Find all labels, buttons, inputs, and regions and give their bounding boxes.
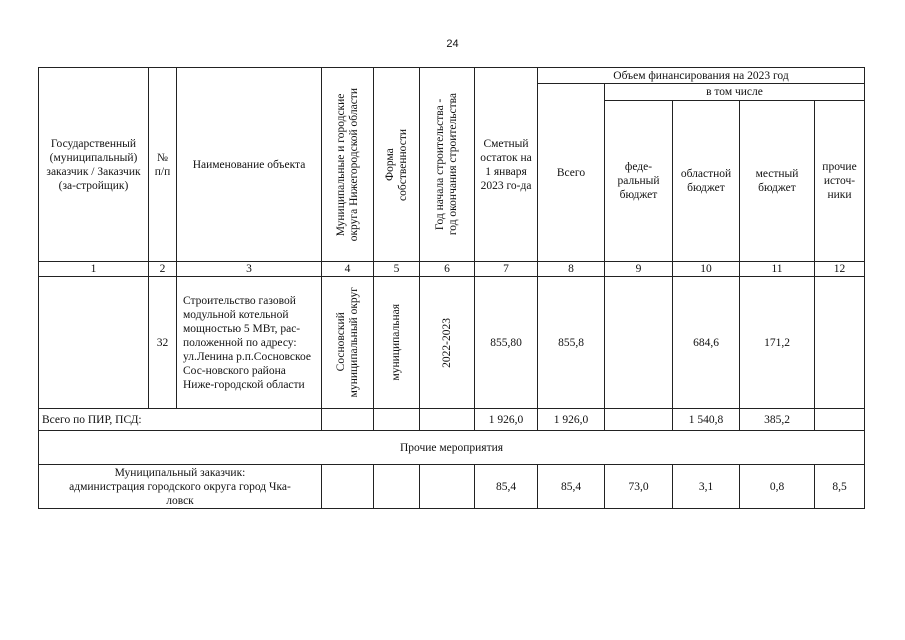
column-number: 6 xyxy=(420,262,475,277)
total-total: 1 926,0 xyxy=(538,409,605,431)
row-federal xyxy=(605,277,673,409)
header-municipal-district: Муниципальные и городские округа Нижегородской области xyxy=(322,68,374,262)
column-number: 11 xyxy=(740,262,815,277)
total-regional: 1 540,8 xyxy=(673,409,740,431)
page-number: 24 xyxy=(446,38,459,50)
row-total: 855,8 xyxy=(538,277,605,409)
column-number: 7 xyxy=(475,262,538,277)
row-federal: 73,0 xyxy=(605,465,673,509)
column-number: 1 xyxy=(39,262,149,277)
column-number: 8 xyxy=(538,262,605,277)
row-customer-name: Муниципальный заказчик: администрация городского округа город Чка- ловск xyxy=(39,465,322,509)
row-municipal-district: Сосновский муниципальный округ xyxy=(322,277,374,409)
row-local: 171,2 xyxy=(740,277,815,409)
row-local: 0,8 xyxy=(740,465,815,509)
header-other: прочие источ-ники xyxy=(815,101,865,262)
row-object-name: Строительство газовой модульной котельной мощностью 5 МВт, рас-положенной по адресу: ул.Ленина р.п.Сосновское Сос-новского района Ниже-городской области xyxy=(177,277,322,409)
row-total: 85,4 xyxy=(538,465,605,509)
table-row xyxy=(39,277,865,409)
column-number-row xyxy=(39,262,865,277)
section-title: Прочие мероприятия xyxy=(39,431,865,465)
row-regional: 3,1 xyxy=(673,465,740,509)
table-row xyxy=(39,465,865,509)
column-number: 4 xyxy=(322,262,374,277)
header-regional: областной бюджет xyxy=(673,101,740,262)
row-estimate-balance: 855,80 xyxy=(475,277,538,409)
column-number: 3 xyxy=(177,262,322,277)
financing-table xyxy=(38,67,865,509)
total-local: 385,2 xyxy=(740,409,815,431)
column-number: 10 xyxy=(673,262,740,277)
total-pir-row xyxy=(39,409,865,431)
header-local: местный бюджет xyxy=(740,101,815,262)
total-estimate-balance: 1 926,0 xyxy=(475,409,538,431)
row-ownership-form: муниципальная xyxy=(374,277,420,409)
header-construction-years: Год начала строительства - год окончания строительства xyxy=(420,68,475,262)
header-object-name: Наименование объекта xyxy=(177,68,322,262)
row-customer xyxy=(39,277,149,409)
row-estimate-balance: 85,4 xyxy=(475,465,538,509)
header-estimate-balance: Сметный остаток на 1 января 2023 го-да xyxy=(475,68,538,262)
row-regional: 684,6 xyxy=(673,277,740,409)
header-funding-volume: Объем финансирования на 2023 год xyxy=(538,68,865,84)
total-pir-label: Всего по ПИР, ПСД: xyxy=(39,409,322,431)
header-including: в том числе xyxy=(605,84,865,101)
column-number: 9 xyxy=(605,262,673,277)
column-number: 12 xyxy=(815,262,865,277)
header-customer: Государственный (муниципальный) заказчик / Заказчик (за-стройщик) xyxy=(39,68,149,262)
header-total: Всего xyxy=(538,84,605,262)
row-other xyxy=(815,277,865,409)
column-number: 5 xyxy=(374,262,420,277)
total-other xyxy=(815,409,865,431)
row-num: 32 xyxy=(149,277,177,409)
header-federal: феде-ральный бюджет xyxy=(605,101,673,262)
section-row xyxy=(39,431,865,465)
row-construction-years: 2022-2023 xyxy=(420,277,475,409)
header-ownership-form: Форма собственности xyxy=(374,68,420,262)
column-number: 2 xyxy=(149,262,177,277)
header-num: № п/п xyxy=(149,68,177,262)
total-federal xyxy=(605,409,673,431)
row-other: 8,5 xyxy=(815,465,865,509)
